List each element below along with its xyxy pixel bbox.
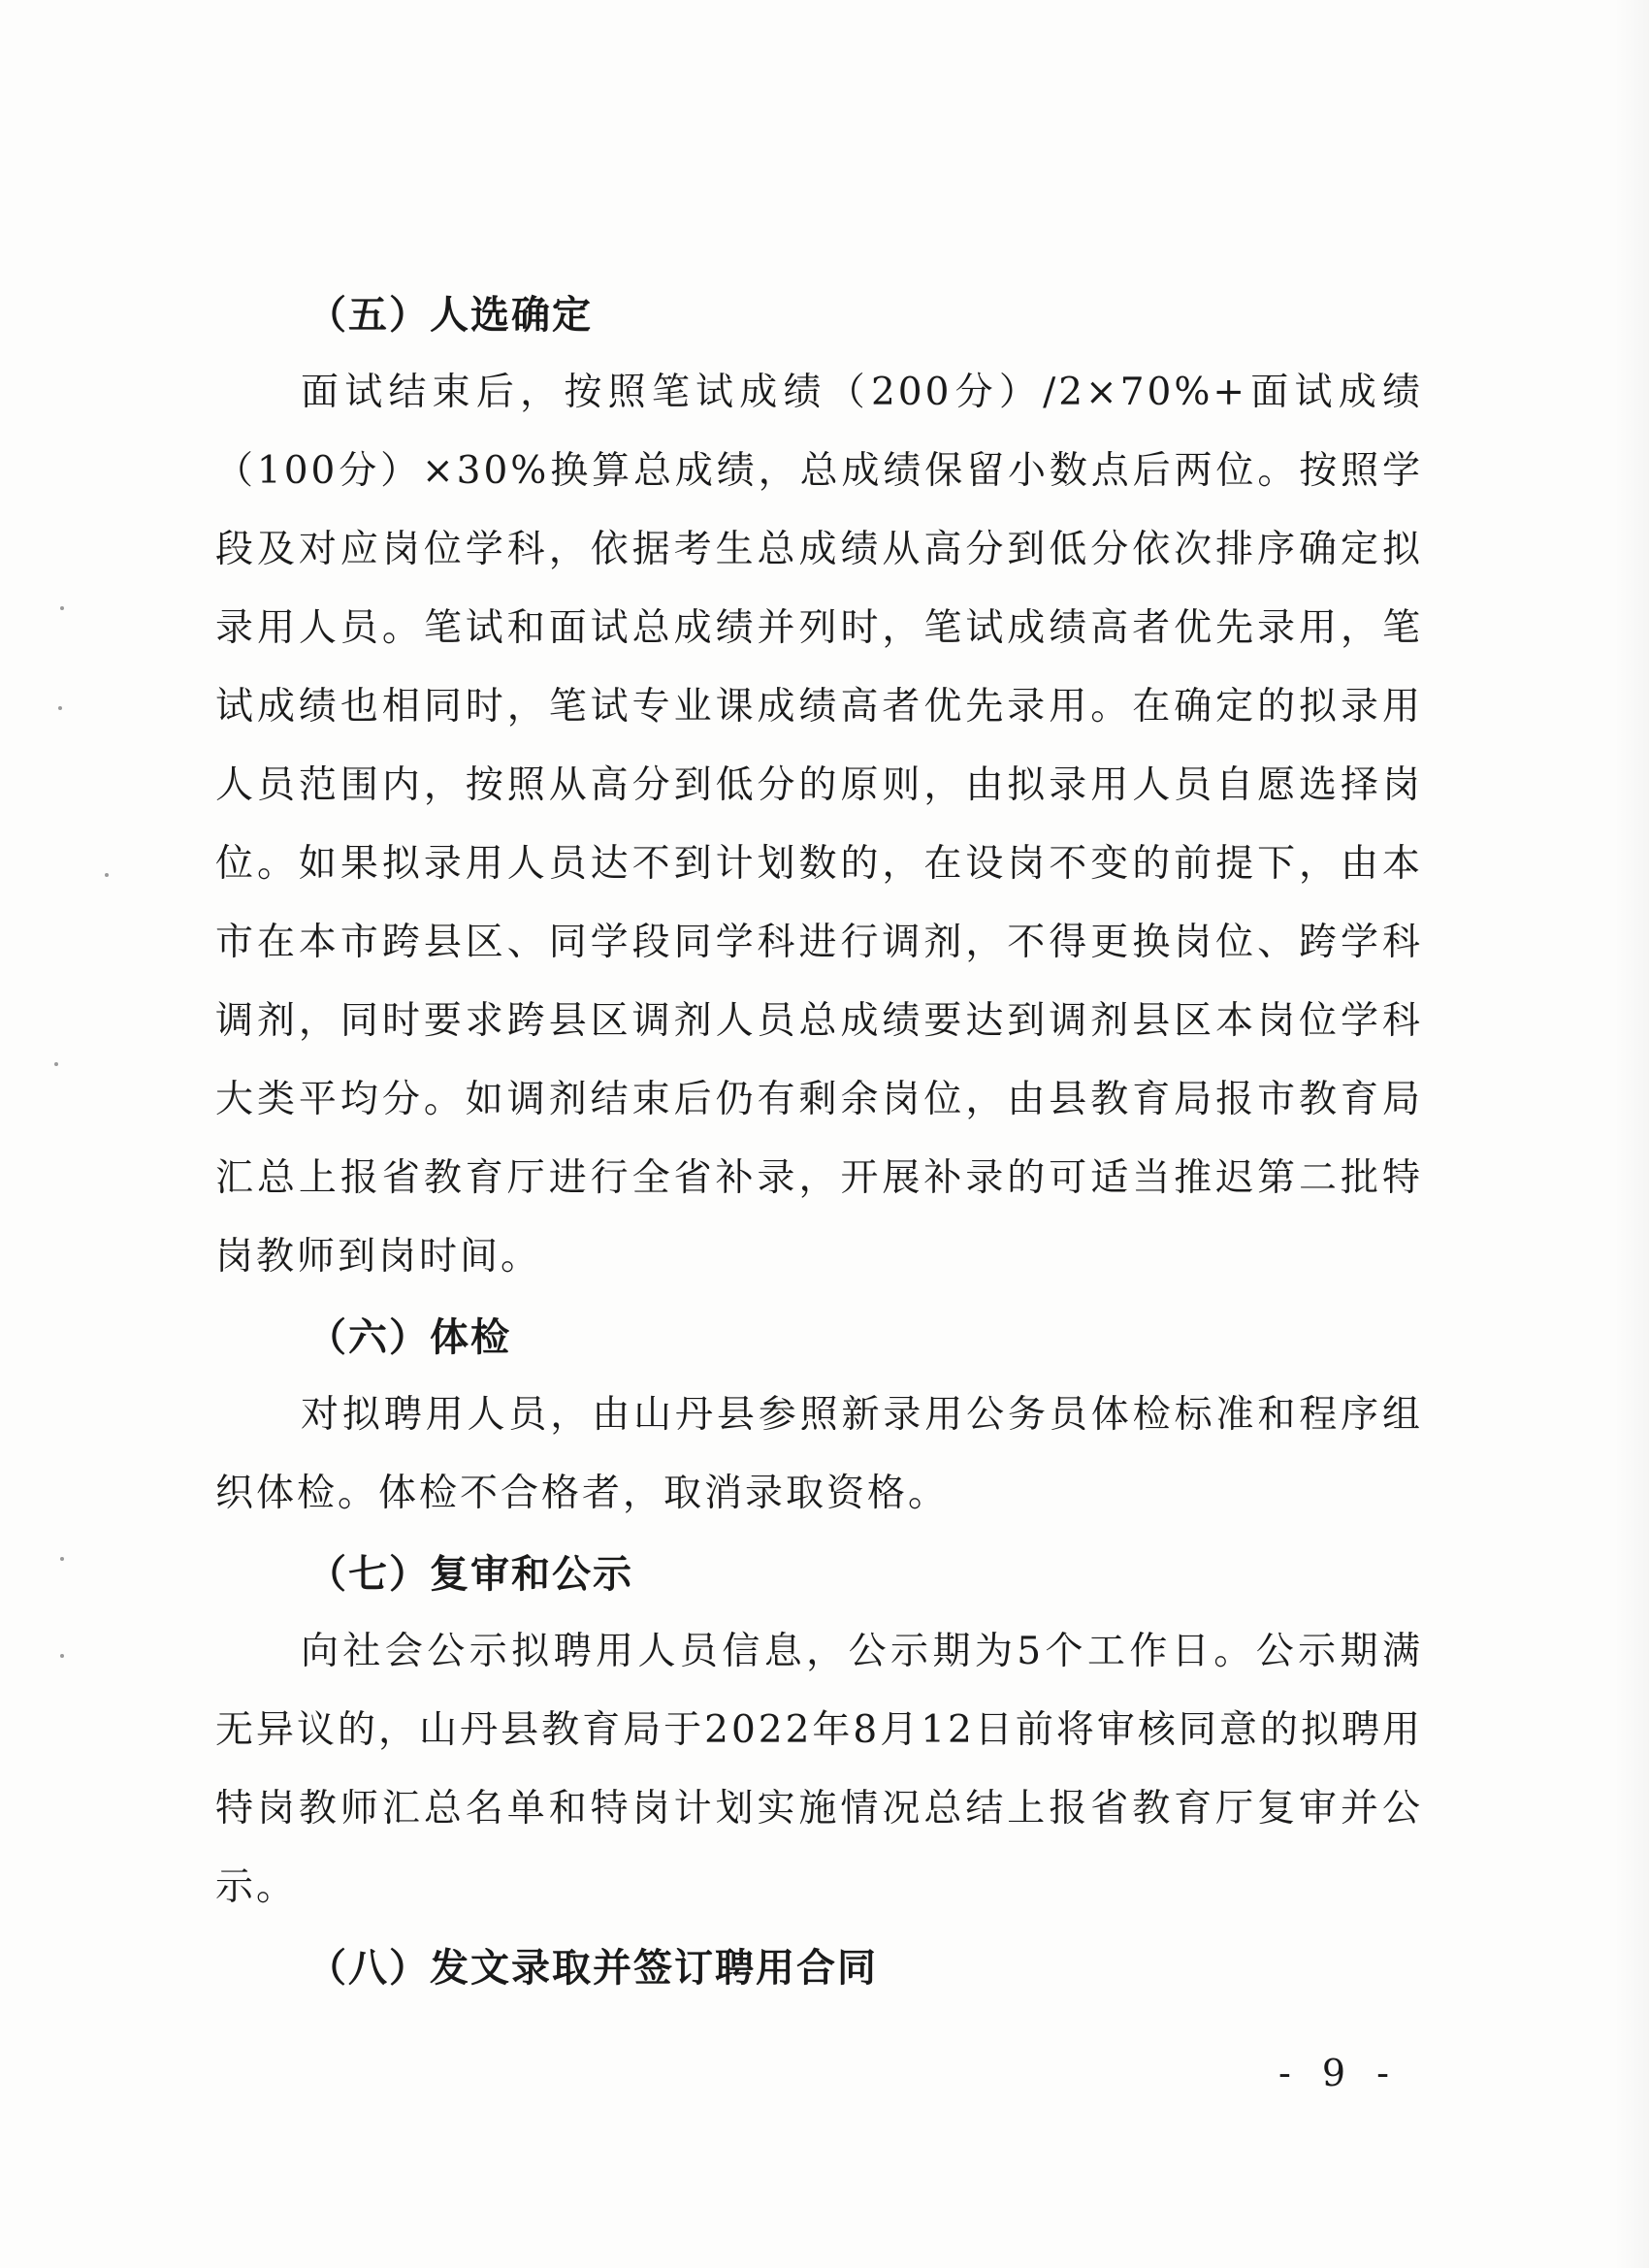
document-body	[215, 277, 1423, 2006]
section-paragraph-7: 向社会公示拟聘用人员信息，公示期为5个工作日。公示期满无异议的，山丹县教育局于2022年8月12日前将审核同意的拟聘用特岗教师汇总名单和特岗计划实施情况总结上报省教育厅复审并公示。	[215, 1630, 1423, 1909]
scan-speck	[60, 1654, 64, 1658]
scan-speck	[58, 706, 62, 710]
scan-speck	[54, 1062, 58, 1066]
scan-speck	[60, 1557, 64, 1561]
section-heading-5: （五）人选确定	[307, 293, 593, 338]
section-paragraph-6: 对拟聘用人员，由山丹县参照新录用公务员体检标准和程序组织体检。体检不合格者，取消录取资格。	[215, 1393, 1423, 1515]
scan-speck	[105, 873, 109, 877]
scan-edge-shadow	[1614, 0, 1649, 2268]
section-heading-6: （六）体检	[307, 1315, 511, 1360]
section-paragraph-5: 面试结束后，按照笔试成绩（200分）/2×70%+面试成绩（100分）×30%换算总成绩，总成绩保留小数点后两位。按照学段及对应岗位学科，依据考生总成绩从高分到低分依次排序确定拟录用人员。笔试和面试总成绩并列时，笔试成绩高者优先录用，笔试成绩也相同时，笔试专业课成绩高者优先录用。在确定的拟录用人员范围内，按照从高分到低分的原则，由拟录用人员自愿选择岗位。如果拟录用人员达不到计划数的，在设岗不变的前提下，由本市在本市跨县区、同学段同学科进行调剂，不得更换岗位、跨学科调剂，同时要求跨县区调剂人员总成绩要达到调剂县区本岗位学科大类平均分。如调剂结束后仍有剩余岗位，由县教育局报市教育局汇总上报省教育厅进行全省补录，开展补录的可适当推迟第二批特岗教师到岗时间。	[215, 371, 1423, 1279]
section-heading-8: （八）发文录取并签订聘用合同	[307, 1946, 878, 1991]
page-number: - 9 -	[1277, 2052, 1399, 2094]
scan-speck	[60, 606, 64, 610]
section-heading-7: （七）复审和公示	[307, 1552, 633, 1597]
